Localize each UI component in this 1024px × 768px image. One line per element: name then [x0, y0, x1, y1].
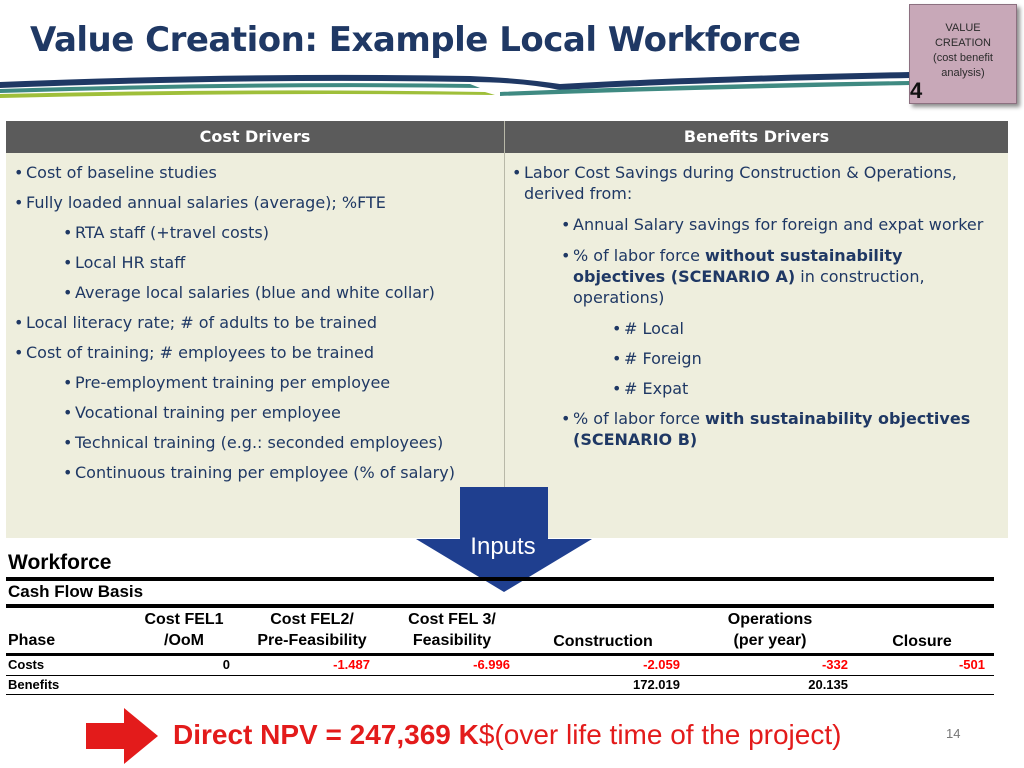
badge-line: (cost benefit	[933, 52, 993, 64]
cost-item: • Fully loaded annual salaries (average); %FTE	[14, 193, 386, 212]
cell-costs-construction: -2.059	[643, 657, 680, 672]
table-rule	[6, 694, 994, 695]
cell-costs-closure: -501	[958, 657, 985, 672]
title-swoosh-divider	[0, 68, 910, 100]
cash-flow-basis-title: Cash Flow Basis	[8, 582, 144, 601]
cost-sub-item: • Technical training (e.g.: seconded employees)	[63, 433, 444, 452]
row-label-benefits: Benefits	[8, 677, 60, 692]
cost-drivers-header: Cost Drivers	[6, 121, 504, 153]
arrow-right-icon	[86, 708, 158, 764]
column-divider	[504, 121, 505, 538]
badge-number: 4	[910, 78, 923, 103]
cost-item: • Local literacy rate; # of adults to be trained	[14, 313, 377, 332]
column-header-fel1: Cost FEL1 /OoM	[144, 611, 224, 649]
column-header-closure: Closure	[892, 633, 952, 650]
cost-sub-item: • Continuous training per employee (% of salary)	[63, 463, 455, 482]
table-rule	[6, 577, 994, 581]
workforce-title: Workforce	[8, 551, 112, 574]
npv-statement	[173, 719, 841, 751]
benefits-drivers-list	[512, 162, 994, 450]
column-header-construction: Construction	[553, 633, 653, 650]
cell-costs-fel3: -6.996	[473, 657, 510, 672]
cell-costs-fel1: 0	[222, 657, 230, 672]
badge-line: analysis)	[941, 67, 985, 79]
npv-value: Direct NPV = 247,369 K	[173, 719, 479, 750]
cost-sub-item: • Local HR staff	[63, 253, 186, 272]
benefit-item: • Labor Cost Savings during Construction & Operations, derived from:	[512, 163, 957, 203]
cost-item: • Cost of training; # employees to be trained	[14, 343, 374, 362]
table-rule	[6, 653, 994, 656]
cost-sub-item: • RTA staff (+travel costs)	[63, 223, 269, 242]
table-rule	[6, 604, 994, 608]
cell-benefits-construction: 172.019	[633, 677, 680, 692]
cell-costs-operations: -332	[821, 657, 848, 672]
section-badge	[909, 4, 1017, 104]
benefit-item: • % of labor force with sustainability objectives (SCENARIO B)	[561, 409, 971, 449]
cell-costs-fel2: -1.487	[333, 657, 370, 672]
benefit-item: • % of labor force without sustainability objectives (SCENARIO A) in construction, operations)	[561, 246, 925, 307]
cost-sub-item: • Vocational training per employee	[63, 403, 341, 422]
page-title: Value Creation: Example Local Workforce	[30, 20, 801, 60]
slide-number: 14	[946, 726, 961, 741]
column-header-fel3: Cost FEL 3/ Feasibility	[408, 611, 496, 649]
benefit-item: • Annual Salary savings for foreign and expat worker	[561, 215, 984, 234]
row-label-costs: Costs	[8, 657, 45, 672]
benefit-sub-item: • # Foreign	[612, 349, 702, 368]
cost-sub-item: • Average local salaries (blue and white collar)	[63, 283, 435, 302]
inputs-label: Inputs	[470, 533, 536, 560]
badge-line: CREATION	[934, 37, 992, 49]
benefits-drivers-header: Benefits Drivers	[505, 121, 1008, 153]
benefit-sub-item: • # Local	[612, 319, 684, 338]
drivers-table	[6, 121, 1008, 538]
cost-drivers-list	[14, 162, 496, 492]
cost-sub-item: • Pre-employment training per employee	[63, 373, 391, 392]
npv-note: $(over life time of the project)	[478, 719, 842, 750]
column-header-operations: Operations (per year)	[727, 611, 813, 649]
column-header-fel2: Cost FEL2/ Pre-Feasibility	[257, 611, 367, 649]
cell-benefits-operations: 20.135	[808, 677, 848, 692]
cost-item: • Cost of baseline studies	[14, 163, 217, 182]
table-rule	[6, 675, 994, 676]
benefit-sub-item: • # Expat	[612, 379, 689, 398]
column-header-phase: Phase	[8, 632, 56, 649]
badge-line: VALUE	[945, 22, 981, 34]
